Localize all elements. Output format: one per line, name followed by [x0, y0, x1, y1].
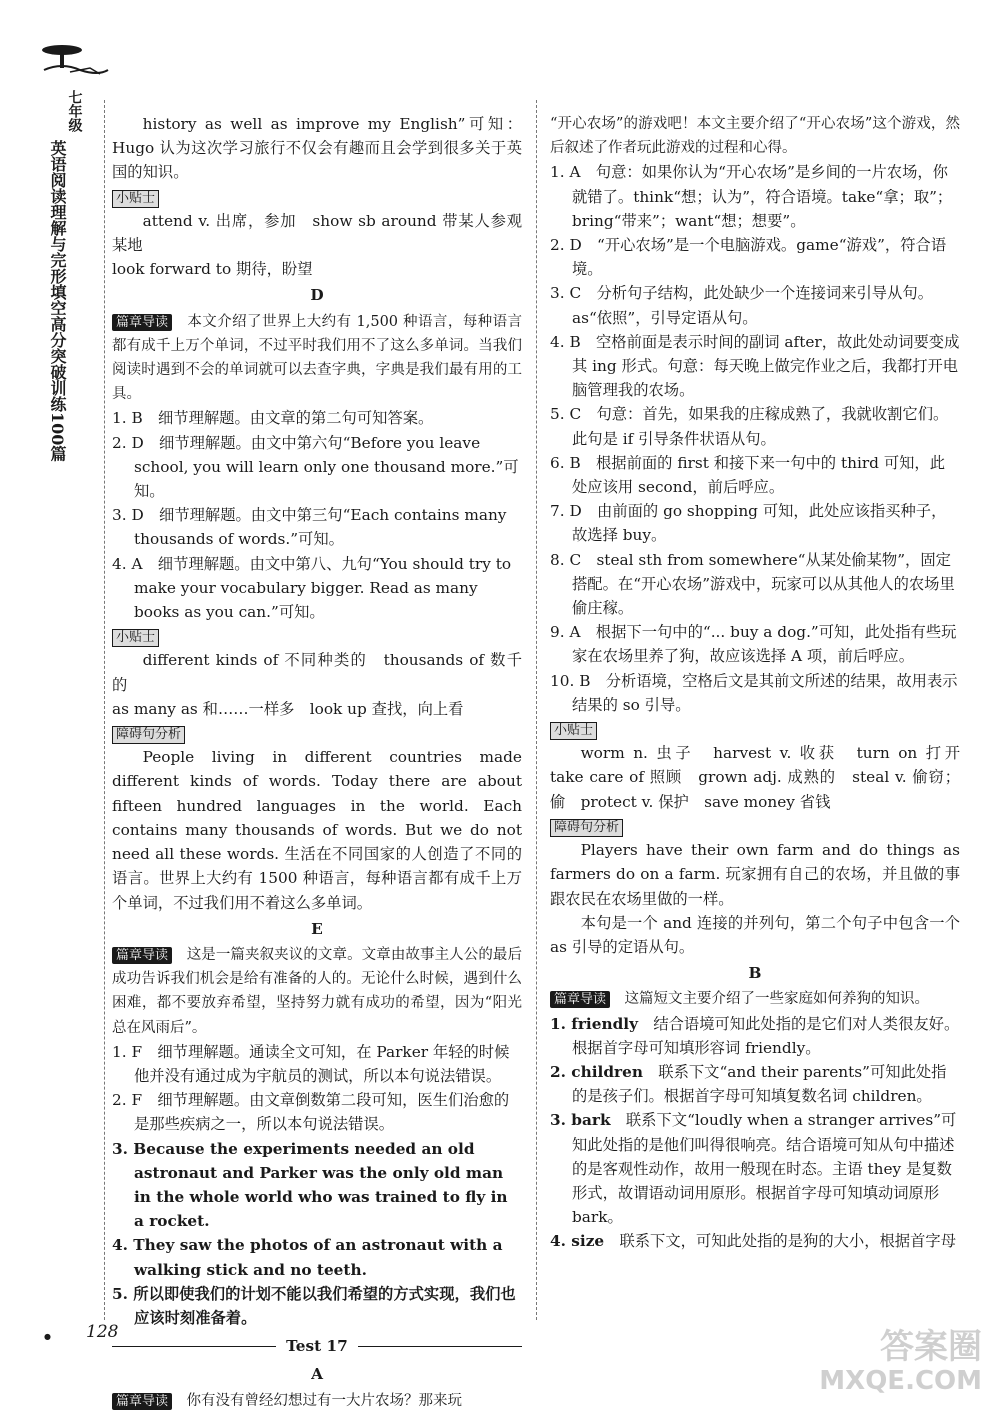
guide-text: “开心农场”的游戏吧！本文主要介绍了“开心农场”这个游戏，然后叙述了作者玩此游戏的过程和心得。 — [550, 116, 960, 157]
guide-label: 篇章导读 — [112, 947, 172, 964]
answer-item: 3. D 细节理解题。由文中第三句“Each contains many thousands of words.”可知。 — [112, 506, 507, 549]
tip-text: look forward to 期待，盼望 — [112, 260, 313, 279]
answer-item: 8. C steal sth from somewhere“从某处偷某物”，固定搭配。在“开心农场”游戏中，玩家可以从其他人的农场里偷庄稼。 — [550, 550, 955, 618]
answer-item: 4. They saw the photos of an astronaut with a walking stick and no teeth. — [112, 1236, 503, 1279]
answer-item: 2. D 细节理解题。由文中第六句“Before you leave school, you will learn only one thousand more.”可知。 — [112, 433, 519, 501]
hard-sentence-label: 障碍句分析 — [550, 819, 623, 837]
answer-item: 4. size 联系下文，可知此处指的是狗的大小，根据首字母 — [550, 1232, 956, 1251]
tip-label: 小贴士 — [550, 722, 597, 740]
sidebar — [48, 90, 100, 461]
tip-text: as many as 和……一样多 look up 查找，向上看 — [112, 699, 464, 718]
tip-label: 小贴士 — [112, 629, 159, 647]
answer-item: 1. friendly 结合语境可知此处指的是它们对人类很友好。根据首字母可知填形容词 friendly。 — [550, 1014, 960, 1057]
answer-item: 2. D “开心农场”是一个电脑游戏。game“游戏”，符合语境。 — [550, 236, 947, 279]
tip-text: worm n. 虫子 harvest v. 收获 turn on 打开 take care of 照顾 grown adj. 成熟的 steal v. 偷窃；偷 protect v. 保护 save money 省钱 — [550, 744, 976, 811]
text-paragraph: history as well as improve my English”可知：Hugo 认为这次学习旅行不仅会有趣而且会学到很多关于英国的知识。 — [112, 115, 522, 182]
section-letter: E — [311, 919, 323, 938]
grade-label: 七年级 — [66, 90, 83, 132]
answer-item: 4. A 细节理解题。由文中第八、九句“You should try to make your vocabulary bigger. Read as many books as you can.”可知。 — [112, 554, 512, 622]
guide-label: 篇章导读 — [550, 991, 610, 1008]
tip-label: 小贴士 — [112, 190, 159, 208]
hard-sentence-text: Players have their own farm and do things as farmers do on a farm. 玩家拥有自己的农场，并且做的事跟农民在农场里做的一样。 — [550, 841, 960, 908]
answer-item: 4. B 空格前面是表示时间的副词 after，故此处动词要变成其 ing 形式。句意：每天晚上做完作业之后，我都打开电脑管理我的农场。 — [550, 332, 960, 400]
answer-item: 2. F 细节理解题。由文章倒数第二段可知，医生们治愈的是那些疾病之一，所以本句说法错误。 — [112, 1091, 510, 1134]
watermark — [819, 1327, 982, 1398]
column-divider — [536, 100, 537, 1320]
guide-text: 你有没有曾经幻想过有一大片农场？那来玩 — [186, 1392, 463, 1409]
watermark-logo: 答案圈 — [880, 1327, 982, 1367]
guide-label: 篇章导读 — [112, 1393, 172, 1410]
book-title: 英语阅读理解与完形填空高分突破训练100篇 — [48, 140, 67, 462]
answer-item: 3. C 分析句子结构，此处缺少一个连接词来引导从句。as“依照”，引导定语从句。 — [550, 284, 933, 327]
section-letter: B — [748, 964, 762, 983]
section-letter: A — [311, 1365, 323, 1384]
left-column — [112, 112, 522, 1413]
test-heading — [112, 1334, 522, 1358]
hard-sentence-text: 本句是一个 and 连接的并列句，第二个句子中包含一个 as 引导的定语从句。 — [550, 913, 960, 956]
answer-item: 6. B 根据前面的 first 和接下来一句中的 third 可知，此处应该用 second，前后呼应。 — [550, 453, 946, 497]
margin-line — [104, 100, 105, 1320]
answer-item: 5. C 句意：首先，如果我的庄稼成熟了，我就收割它们。此句是 if 引导条件状语从句。 — [550, 405, 949, 448]
answer-item: 1. F 细节理解题。通读全文可知，在 Parker 年轻的时候他并没有通过成为宇航员的测试，所以本句说法错误。 — [112, 1042, 510, 1085]
hard-sentence-text: People living in different countries made different kinds of words. Today there are about fifteen hundred languages in the world. Each contains many thousands of words. But we do not need all these words. 生活在不同国家的人创造了不同的语言。世界上大约有 1500 种语言，每种语言都有成千上万个单词，不过我们用不着这么多单词。 — [112, 748, 522, 912]
answer-item: 1. B 细节理解题。由文章的第二句可知答案。 — [112, 409, 434, 428]
guide-text: 这是一篇夹叙夹议的文章。文章由故事主人公的最后成功告诉我们机会是给有准备的人的。无论什么时候，遇到什么困难，都不要放弃希望，坚持努力就有成功的希望，因为“阳光总在风雨后”。 — [112, 946, 523, 1036]
answer-item: 7. D 由前面的 go shopping 可知，此处应该指买种子，故选择 buy。 — [550, 502, 947, 545]
right-column — [550, 112, 976, 1254]
guide-text: 本文介绍了世界上大约有 1,500 种语言，每种语言都有成千上万个单词，不过平时我们用不了这么多单词。当我们阅读时遇到不会的单词就可以去查字典，字典是我们最有用的工具。 — [112, 313, 522, 403]
hard-sentence-label: 障碍句分析 — [112, 726, 185, 744]
answer-item: 1. A 句意：如果你认为“开心农场”是乡间的一片农场，你就错了。think“想；认为”，符合语境。take“拿；取”；bring“带来”；want“想；想要”。 — [550, 163, 953, 230]
bullet-mark: ● — [44, 1332, 51, 1341]
tip-text: attend v. 出席，参加 show sb around 带某人参观某地 — [112, 211, 522, 255]
answer-item: 2. children 联系下文“and their parents”可知此处指的是孩子们。根据首字母可知填复数名词 children。 — [550, 1062, 947, 1106]
tip-text: different kinds of 不同种类的 thousands of 数千的 — [112, 651, 522, 694]
answer-item: 5. 所以即使我们的计划不能以我们希望的方式实现，我们也应该时刻准备着。 — [112, 1284, 516, 1327]
answer-item: 3. bark 联系下文“loudly when a stranger arrives”可知此处指的是他们叫得很响亮。结合语境可知从句中描述的是客观性动作，故用一般现在时态。主语 they 是复数形式，故谓语动词用原形。根据首字母可知填动词原形 bark。 — [550, 1111, 957, 1227]
answer-item: 10. B 分析语境，空格后文是其前文所述的结果，故用表示结果的 so 引导。 — [550, 671, 958, 714]
guide-text: 这篇短文主要介绍了一些家庭如何养狗的知识。 — [624, 991, 930, 1008]
page-number: 128 — [86, 1322, 119, 1342]
book-logo-icon — [40, 40, 110, 80]
section-letter: D — [310, 286, 324, 305]
watermark-url: MXQE.COM — [819, 1366, 982, 1396]
test-title: Test 17 — [286, 1337, 348, 1356]
answer-item: 9. A 根据下一句中的“... buy a dog.”可知，此处指有些玩家在农场里养了狗，故应该选择 A 项，前后呼应。 — [550, 623, 957, 666]
guide-label: 篇章导读 — [112, 314, 172, 331]
answer-item: 3. Because the experiments needed an old astronaut and Parker was the only old man in the whole world who was trained to fly in a rocket. — [112, 1139, 508, 1231]
